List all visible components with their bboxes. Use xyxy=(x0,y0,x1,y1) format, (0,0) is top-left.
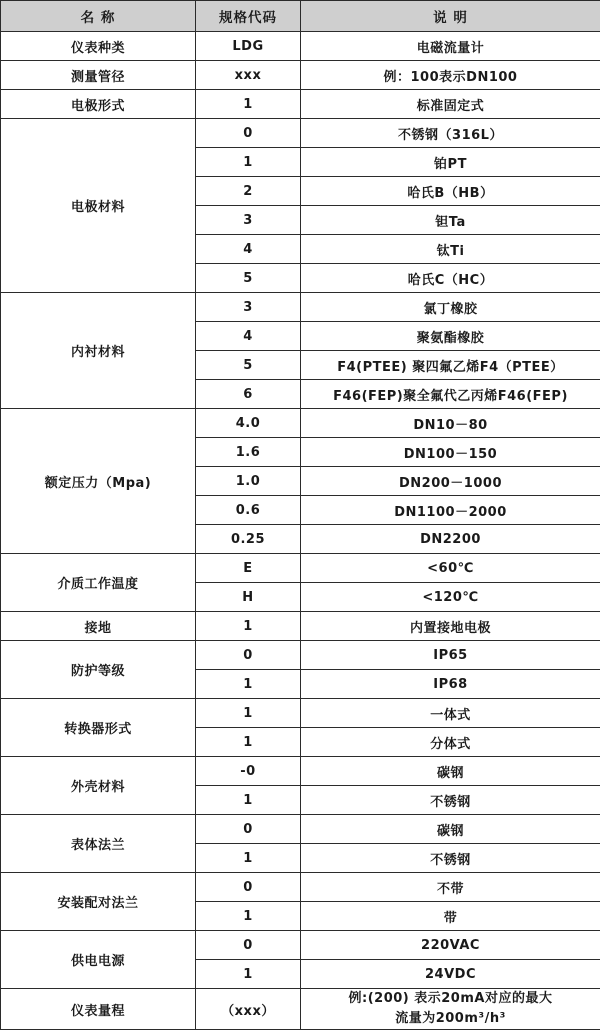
row-name-cell: 安装配对法兰 xyxy=(1,873,196,931)
row-desc-cell: 内置接地电极 xyxy=(301,612,600,641)
row-desc-cell: IP68 xyxy=(301,670,600,699)
row-desc-cell: 分体式 xyxy=(301,728,600,757)
table-row xyxy=(1,61,600,90)
row-desc-cell: DN2200 xyxy=(301,525,600,554)
row-desc-cell: DN100－150 xyxy=(301,438,600,467)
table-row xyxy=(1,931,600,960)
row-name-cell: 仪表种类 xyxy=(1,32,196,61)
table-row xyxy=(1,293,600,322)
table-row xyxy=(1,554,600,583)
row-code-cell: LDG xyxy=(196,32,301,61)
row-code-cell: 1.6 xyxy=(196,438,301,467)
row-code-cell: 1 xyxy=(196,148,301,177)
row-desc-cell: IP65 xyxy=(301,641,600,670)
row-desc-cell: 钛Ti xyxy=(301,235,600,264)
row-desc-cell: DN1100－2000 xyxy=(301,496,600,525)
row-desc-cell: 聚氨酯橡胶 xyxy=(301,322,600,351)
row-desc-cell: DN200－1000 xyxy=(301,467,600,496)
row-code-cell: 5 xyxy=(196,264,301,293)
row-name-cell: 介质工作温度 xyxy=(1,554,196,612)
row-name-cell: 电极材料 xyxy=(1,119,196,293)
row-desc-cell: <120℃ xyxy=(301,583,600,612)
row-code-cell: 1 xyxy=(196,844,301,873)
table-body xyxy=(1,32,600,1030)
table-row xyxy=(1,989,600,1030)
row-code-cell: 1 xyxy=(196,699,301,728)
row-name-cell: 外壳材料 xyxy=(1,757,196,815)
row-name-cell: 防护等级 xyxy=(1,641,196,699)
header-cell-desc: 说 明 xyxy=(301,1,600,32)
row-code-cell: 1 xyxy=(196,902,301,931)
row-desc-cell: 不锈钢 xyxy=(301,786,600,815)
row-desc-cell: 哈氏C（HC） xyxy=(301,264,600,293)
table-row xyxy=(1,757,600,786)
row-code-cell: 1 xyxy=(196,960,301,989)
row-desc-cell: 一体式 xyxy=(301,699,600,728)
table-row xyxy=(1,873,600,902)
row-code-cell: H xyxy=(196,583,301,612)
row-desc-cell: 电磁流量计 xyxy=(301,32,600,61)
row-desc-cell: 220VAC xyxy=(301,931,600,960)
row-desc-cell: 例：100表示DN100 xyxy=(301,61,600,90)
row-desc-cell: 标准固定式 xyxy=(301,90,600,119)
row-code-cell: 0.25 xyxy=(196,525,301,554)
row-name-cell: 仪表量程 xyxy=(1,989,196,1030)
row-desc-cell: DN10－80 xyxy=(301,409,600,438)
row-code-cell: 1 xyxy=(196,786,301,815)
row-code-cell: 5 xyxy=(196,351,301,380)
row-code-cell: 0 xyxy=(196,931,301,960)
row-code-cell: 3 xyxy=(196,293,301,322)
row-name-cell: 测量管径 xyxy=(1,61,196,90)
row-desc-cell: F46(FEP)聚全氟代乙丙烯F46(FEP) xyxy=(301,380,600,409)
header-row xyxy=(1,1,600,32)
row-desc-cell: 不带 xyxy=(301,873,600,902)
row-desc-cell: 铂PT xyxy=(301,148,600,177)
table-row xyxy=(1,32,600,61)
row-desc-cell: 碳钢 xyxy=(301,815,600,844)
row-name-cell: 转换器形式 xyxy=(1,699,196,757)
row-code-cell: 0 xyxy=(196,873,301,902)
row-code-cell: E xyxy=(196,554,301,583)
row-code-cell: 4 xyxy=(196,322,301,351)
table-row xyxy=(1,699,600,728)
row-desc-cell: F4(PTEE) 聚四氟乙烯F4（PTEE） xyxy=(301,351,600,380)
row-desc-cell: 氯丁橡胶 xyxy=(301,293,600,322)
table-row xyxy=(1,90,600,119)
row-name-cell: 电极形式 xyxy=(1,90,196,119)
row-name-cell: 表体法兰 xyxy=(1,815,196,873)
row-name-cell: 内衬材料 xyxy=(1,293,196,409)
row-code-cell: 1 xyxy=(196,90,301,119)
row-code-cell: 3 xyxy=(196,206,301,235)
row-desc-cell: 哈氏B（HB） xyxy=(301,177,600,206)
row-code-cell: 1 xyxy=(196,612,301,641)
row-code-cell: xxx xyxy=(196,61,301,90)
table-row xyxy=(1,815,600,844)
row-code-cell: 1 xyxy=(196,728,301,757)
table-row xyxy=(1,409,600,438)
row-code-cell: （xxx） xyxy=(196,989,301,1030)
row-name-cell: 额定压力（Mpa) xyxy=(1,409,196,554)
row-code-cell: 0.6 xyxy=(196,496,301,525)
row-desc-cell: 不锈钢 xyxy=(301,844,600,873)
row-code-cell: 2 xyxy=(196,177,301,206)
row-desc-cell: 24VDC xyxy=(301,960,600,989)
row-name-cell: 供电电源 xyxy=(1,931,196,989)
row-desc-line-1: 例:(200) 表示20mA对应的最大 xyxy=(301,989,600,1009)
row-desc-cell: 不锈钢（316L） xyxy=(301,119,600,148)
table-row xyxy=(1,612,600,641)
header-cell-code: 规格代码 xyxy=(196,1,301,32)
row-code-cell: 4.0 xyxy=(196,409,301,438)
row-code-cell: 1.0 xyxy=(196,467,301,496)
row-desc-cell: 钽Ta xyxy=(301,206,600,235)
table-row xyxy=(1,641,600,670)
table-row xyxy=(1,119,600,148)
row-code-cell: 0 xyxy=(196,641,301,670)
row-name-cell: 接地 xyxy=(1,612,196,641)
row-desc-cell: 带 xyxy=(301,902,600,931)
row-desc-line-2: 流量为200m³/h³ xyxy=(301,1009,600,1029)
table-header xyxy=(1,1,600,32)
row-code-cell: -0 xyxy=(196,757,301,786)
row-code-cell: 4 xyxy=(196,235,301,264)
row-desc-cell xyxy=(301,989,600,1030)
row-code-cell: 6 xyxy=(196,380,301,409)
row-desc-cell: <60℃ xyxy=(301,554,600,583)
row-code-cell: 0 xyxy=(196,815,301,844)
row-desc-cell: 碳钢 xyxy=(301,757,600,786)
row-code-cell: 1 xyxy=(196,670,301,699)
header-cell-name: 名 称 xyxy=(1,1,196,32)
row-code-cell: 0 xyxy=(196,119,301,148)
